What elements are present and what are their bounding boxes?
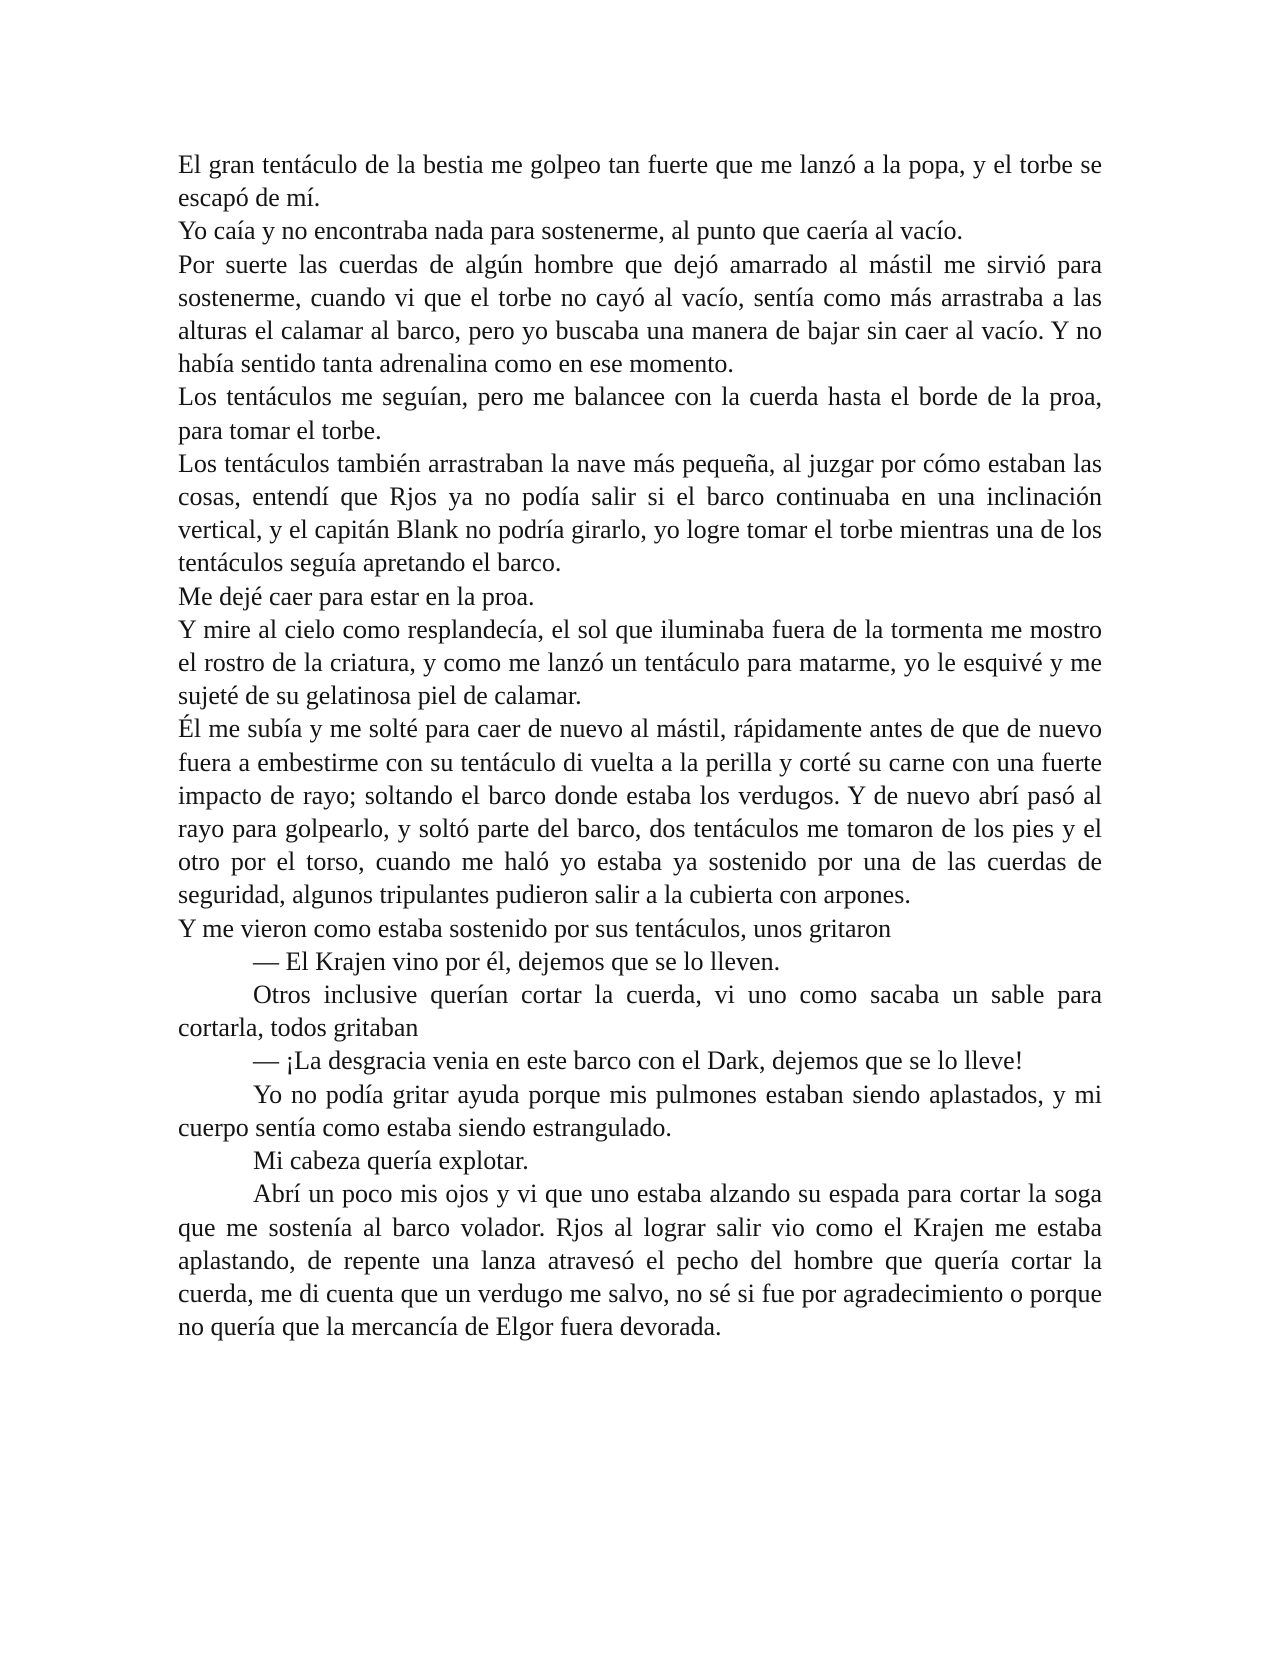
paragraph-1: El gran tentáculo de la bestia me golpeo tan fuerte que me lanzó a la popa, y el torbe se escapó de mí. <box>178 150 1102 213</box>
paragraph-11: Yo no podía gritar ayuda porque mis pulmones estaban siendo aplastados, y mi cuerpo sentía como estaba siendo estrangulado. <box>178 1079 1102 1142</box>
dialogue-line-1: — El Krajen vino por él, dejemos que se lo lleven. <box>253 946 781 976</box>
paragraph-3: Por suerte las cuerdas de algún hombre que dejó amarrado al mástil me sirvió para sostenerme, cuando vi que el torbe no cayó al vacío, sentía como más arrastraba a las alturas el calamar al barco, pero yo buscaba una manera de bajar sin caer al vacío. Y no había sentido tanta adrenalina como en ese momento. <box>178 249 1102 379</box>
paragraph-4: Los tentáculos me seguían, pero me balancee con la cuerda hasta el borde de la proa, para tomar el torbe. <box>178 382 1102 445</box>
paragraph-5: Los tentáculos también arrastraban la nave más pequeña, al juzgar por cómo estaban las cosas, entendí que Rjos ya no podía salir si el barco continuaba en una inclinación vertical, y el capitán Blank no podría girarlo, yo logre tomar el torbe mientras una de los tentáculos seguía apretando el barco. <box>178 448 1102 578</box>
paragraph-7: Y mire al cielo como resplandecía, el sol que iluminaba fuera de la tormenta me mostro el rostro de la criatura, y como me lanzó un tentáculo para matarme, yo le esquivé y me sujeté de su gelatinosa piel de calamar. <box>178 614 1102 711</box>
paragraph-9: Y me vieron como estaba sostenido por sus tentáculos, unos gritaron <box>178 913 892 943</box>
paragraph-12: Mi cabeza quería explotar. <box>253 1146 529 1176</box>
paragraph-8: Él me subía y me solté para caer de nuevo al mástil, rápidamente antes de que de nuevo fuera a embestirme con su tentáculo di vuelta a la perilla y corté su carne con una fuerte impacto de rayo; soltando el barco donde estaba los verdugos. Y de nuevo abrí pasó al rayo para golpearlo, y soltó parte del barco, dos tentáculos me tomaron de los pies y el otro por el torso, cuando me haló yo estaba ya sostenido por una de las cuerdas de seguridad, algunos tripulantes pudieron salir a la cubierta con arpones. <box>178 714 1102 910</box>
paragraph-13: Abrí un poco mis ojos y vi que uno estaba alzando su espada para cortar la soga que me sostenía al barco volador. Rjos al lograr salir vio como el Krajen me estaba aplastando, de repente una lanza atravesó el pecho del hombre que quería cortar la cuerda, me di cuenta que un verdugo me salvo, no sé si fue por agradecimiento o porque no quería que la mercancía de Elgor fuera devorada. <box>178 1179 1102 1342</box>
paragraph-10: Otros inclusive querían cortar la cuerda, vi uno como sacaba un sable para cortarla, todos gritaban <box>178 980 1102 1043</box>
paragraph-2: Yo caía y no encontraba nada para sostenerme, al punto que caería al vacío. <box>178 216 963 246</box>
paragraph-6: Me dejé caer para estar en la proa. <box>178 581 535 611</box>
dialogue-line-2: — ¡La desgracia venia en este barco con el Dark, dejemos que se lo lleve! <box>253 1046 1024 1076</box>
document-page <box>178 148 1102 1343</box>
